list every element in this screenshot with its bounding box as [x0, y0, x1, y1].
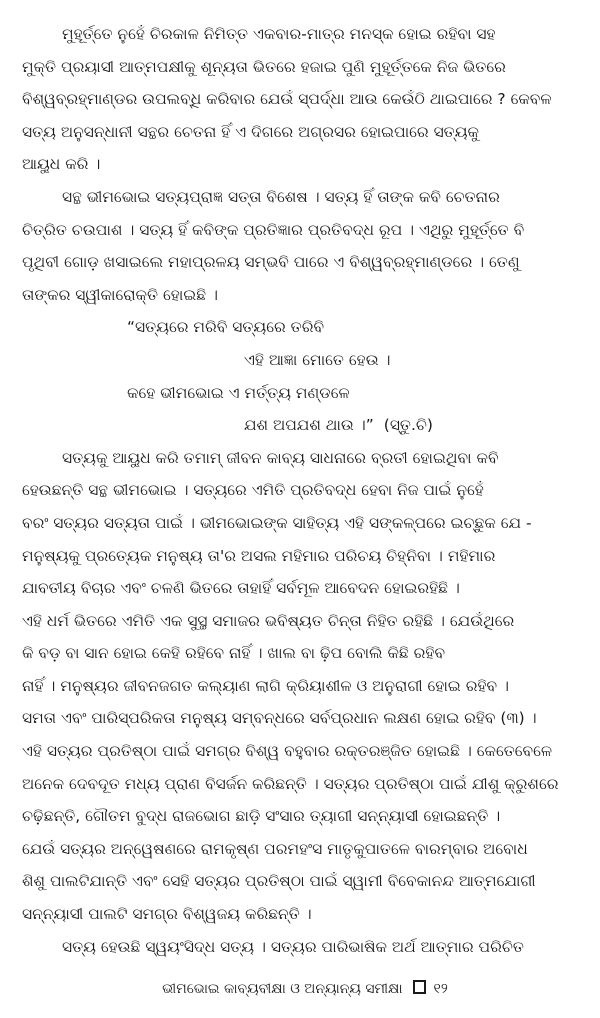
text-line: ଚଢ଼ିଛନ୍ତି, ଗୌତମ ବୁଦ୍ଧ ରାଜଭୋଗ ଛାଡ଼ି ସଂସାର ତ୍ୟାଗୀ ସନ୍ନ୍ୟାସୀ ହୋଇଛନ୍ତି ।: [22, 807, 501, 826]
paragraph-1: [22, 18, 588, 181]
verse-line: କହେ ଭୀମଭୋଇ ଏ ମର୍ତ୍ତ୍ୟ ମଣ୍ଡଳେ: [127, 383, 350, 402]
text-line: ହେଉଛନ୍ତି ସନ୍ଥ ଭୀମଭୋଇ । ସତ୍ୟରେ ଏମିତି ପ୍ରତିବଦ୍ଧ ହେବା ନିଜ ପାଇଁ ନୁହେଁ: [22, 481, 484, 500]
document-page: [22, 18, 588, 1018]
text-line: ତାଙ୍କର ସ୍ୱୀକାରୋକ୍ତି ହୋଇଛି ।: [22, 285, 218, 304]
verse-line-text: ଯଶ ଅପଯଶ ଥାଉ ।”: [244, 416, 374, 435]
text-line: ସନ୍ଥ ଭୀମଭୋଇ ସତ୍ୟପ୍ରାଜ୍ଞ ସତ୍ତା ବିଶେଷ । ସତ୍ୟ ହିଁ ତାଙ୍କ କବି ଚେତନାର: [62, 187, 500, 206]
text-line: ମନୁଷ୍ୟକୁ ପ୍ରତ୍ୟେକ ମନୁଷ୍ୟ ତା'ର ଅସଲ ମହିମାର ପରିଚୟ ଚିହ୍ନିବା । ମହିମାର: [22, 546, 496, 565]
text-line: ଯେଉଁ ସତ୍ୟର ଅନ୍ୱେଷଣରେ ରାମକୃଷ୍ଣ ପରମହଂସ ମାତୃକୁପାତଳେ ବାରମ୍ବାର ଅବୋଧ: [22, 839, 528, 858]
verse-line: ଏହି ଆଜ୍ଞା ମୋତେ ହେଉ ।: [244, 350, 391, 369]
text-line: ଅନେକ ଦେବଦୂତ ମଧ୍ୟ ପ୍ରାଣ ବିସର୍ଜନ କରିଛନ୍ତି । ସତ୍ୟର ପ୍ରତିଷ୍ଠା ପାଇଁ ଯୀଶୁ କ୍ରୁଶରେ: [22, 774, 559, 793]
text-line: ବିଶ୍ୱବ୍ରହ୍ମାଣ୍ଡର ଉପଲବ୍ଧି କରିବାର ଯେଉଁ ସ୍ପର୍ଦ୍ଧା ଆଉ କେଉଁଠି ଥାଇପାରେ ? କେବଳ: [22, 90, 552, 109]
text-line: ନାହିଁ । ମନୁଷ୍ୟର ଜୀବନଜଗତ କଲ୍ୟାଣ ଲାଗି କ୍ରିୟାଶୀଳ ଓ ଅନୁରାଗୀ ହୋଇ ରହିବ ।: [22, 676, 509, 695]
text-line: କି ବଡ଼ ବା ସାନ ହୋଇ କେହି ରହିବେ ନାହିଁ । ଖାଲ ବା ଢ଼ିପ ବୋଲି କିଛି ରହିବ: [22, 644, 446, 663]
text-line: ସମତା ଏବଂ ପାରିସ୍ପରିକତା ମନୁଷ୍ୟ ସମ୍ବନ୍ଧରେ ସର୍ବପ୍ରଧାନ ଲକ୍ଷଣ ହୋଇ ରହିବ (୩) ।: [22, 709, 537, 728]
paragraph-2: [22, 181, 588, 311]
text-line: ଏହି ଧର୍ମ ଭିତରେ ଏମିତି ଏକ ସୁସ୍ଥ ସମାଜର ଭବିଷ୍ୟତ ଚିନ୍ତା ନିହିତ ରହିଛି । ଯେଉଁଥିରେ: [22, 611, 515, 630]
paragraph-3: [22, 442, 588, 931]
text-line: ଶିଶୁ ପାଲଟିଯାନ୍ତି ଏବଂ ସେହି ସତ୍ୟର ପ୍ରତିଷ୍ଠା ପାଇଁ ସ୍ୱାମୀ ବିବେକାନନ୍ଦ ଆତ୍ମଯୋଗୀ: [22, 872, 536, 891]
verse-line: “ସତ୍ୟରେ ମରିବି ସତ୍ୟରେ ତରିବି: [127, 318, 325, 337]
footer-square-icon: [413, 980, 426, 994]
page-number: ୧୨: [433, 981, 448, 997]
text-line: ଏହି ସତ୍ୟର ପ୍ରତିଷ୍ଠା ପାଇଁ ସମଗ୍ର ବିଶ୍ୱ ବହୁବାର ରକ୍ତରଞ୍ଜିତ ହୋଇଛି । କେତେବେଳେ: [22, 742, 553, 761]
text-line: ସତ୍ୟ ଅନୁସନ୍ଧାନୀ ସନ୍ଥର ଚେତନା ହିଁ ଏ ଦିଗରେ ଅଗ୍ରସର ହୋଇପାରେ ସତ୍ୟକୁ: [22, 122, 479, 141]
text-line: ପୃଥିବୀ ଗୋଡ଼ ଖସାଇଲେ ମହାପ୍ରଳୟ ସମ୍ଭବି ପାରେ ଏ ବିଶ୍ୱବ୍ରହ୍ମାଣ୍ଡରେ । ତେଣୁ: [22, 253, 520, 272]
page-footer: [22, 980, 588, 997]
verse-quote: [22, 311, 588, 441]
paragraph-4: [22, 931, 588, 964]
footer-book-title: ଭୀମଭୋଇ କାବ୍ୟବୀକ୍ଷା ଓ ଅନ୍ୟାନ୍ୟ ସମୀକ୍ଷା: [162, 981, 403, 997]
verse-line-last: [22, 409, 588, 442]
text-line: ସତ୍ୟକୁ ଆୟୁଧ କରି ତମାମ୍ ଜୀବନ କାବ୍ୟ ସାଧନାରେ ବ୍ରତୀ ହୋଇଥିବା କବି: [62, 448, 499, 467]
text-line: ବରଂ ସତ୍ୟର ସତ୍ୟତା ପାଇଁ । ଭୀମଭୋଇଙ୍କ ସାହିତ୍ୟ ଏହି ସଙ୍କଳ୍ପରେ ଇଚ୍ଛୁକ ଯେ -: [22, 513, 532, 532]
text-line: ଆୟୁଧ କରି ।: [22, 155, 101, 174]
text-line: ମୁହୂର୍ତ୍ତେ ନୁହେଁ ଚିରକାଳ ନିମିତ୍ତ ଏକବାର-ମାତ୍ର ମନସ୍କ ହୋଇ ରହିବା ସହ: [62, 25, 496, 43]
text-line: ଯାବତୀୟ ବିଚାର ଏବଂ ଚଳଣି ଭିତରେ ତାହାହିଁ ସର୍ବମୂଳ ଆବେଦନ ହୋଇରହିଛି ।: [22, 579, 460, 598]
text-line: ଚିତ୍ରିତ ଚଉପାଶ । ସତ୍ୟ ହିଁ କବିଙ୍କ ପ୍ରତିଜ୍ଞାର ପ୍ରତିବଦ୍ଧ ରୂପ । ଏଥିରୁ ମୁହୂର୍ତ୍ତେ ବି: [22, 220, 525, 239]
verse-citation: (ସ୍ତୁ.ଚି): [383, 416, 433, 435]
text-line: ମୁକ୍ତି ପ୍ରୟାସୀ ଆତ୍ମପକ୍ଷୀକୁ ଶୂନ୍ୟତା ଭିତରେ ହଜାଇ ପୁଣି ମୁହୂର୍ତ୍ତକେ ନିଜ ଭିତରେ: [22, 57, 506, 76]
text-line: ସନ୍ନ୍ୟାସୀ ପାଲଟି ସମଗ୍ର ବିଶ୍ୱଜୟ କରିଛନ୍ତି ।: [22, 905, 312, 924]
text-line: ସତ୍ୟ ହେଉଛି ସ୍ୱୟଂସିଦ୍ଧ ସତ୍ୟ । ସତ୍ୟର ପାରିଭାଷିକ ଅର୍ଥ ଆତ୍ମାର ପରିଚିତ: [62, 937, 524, 956]
